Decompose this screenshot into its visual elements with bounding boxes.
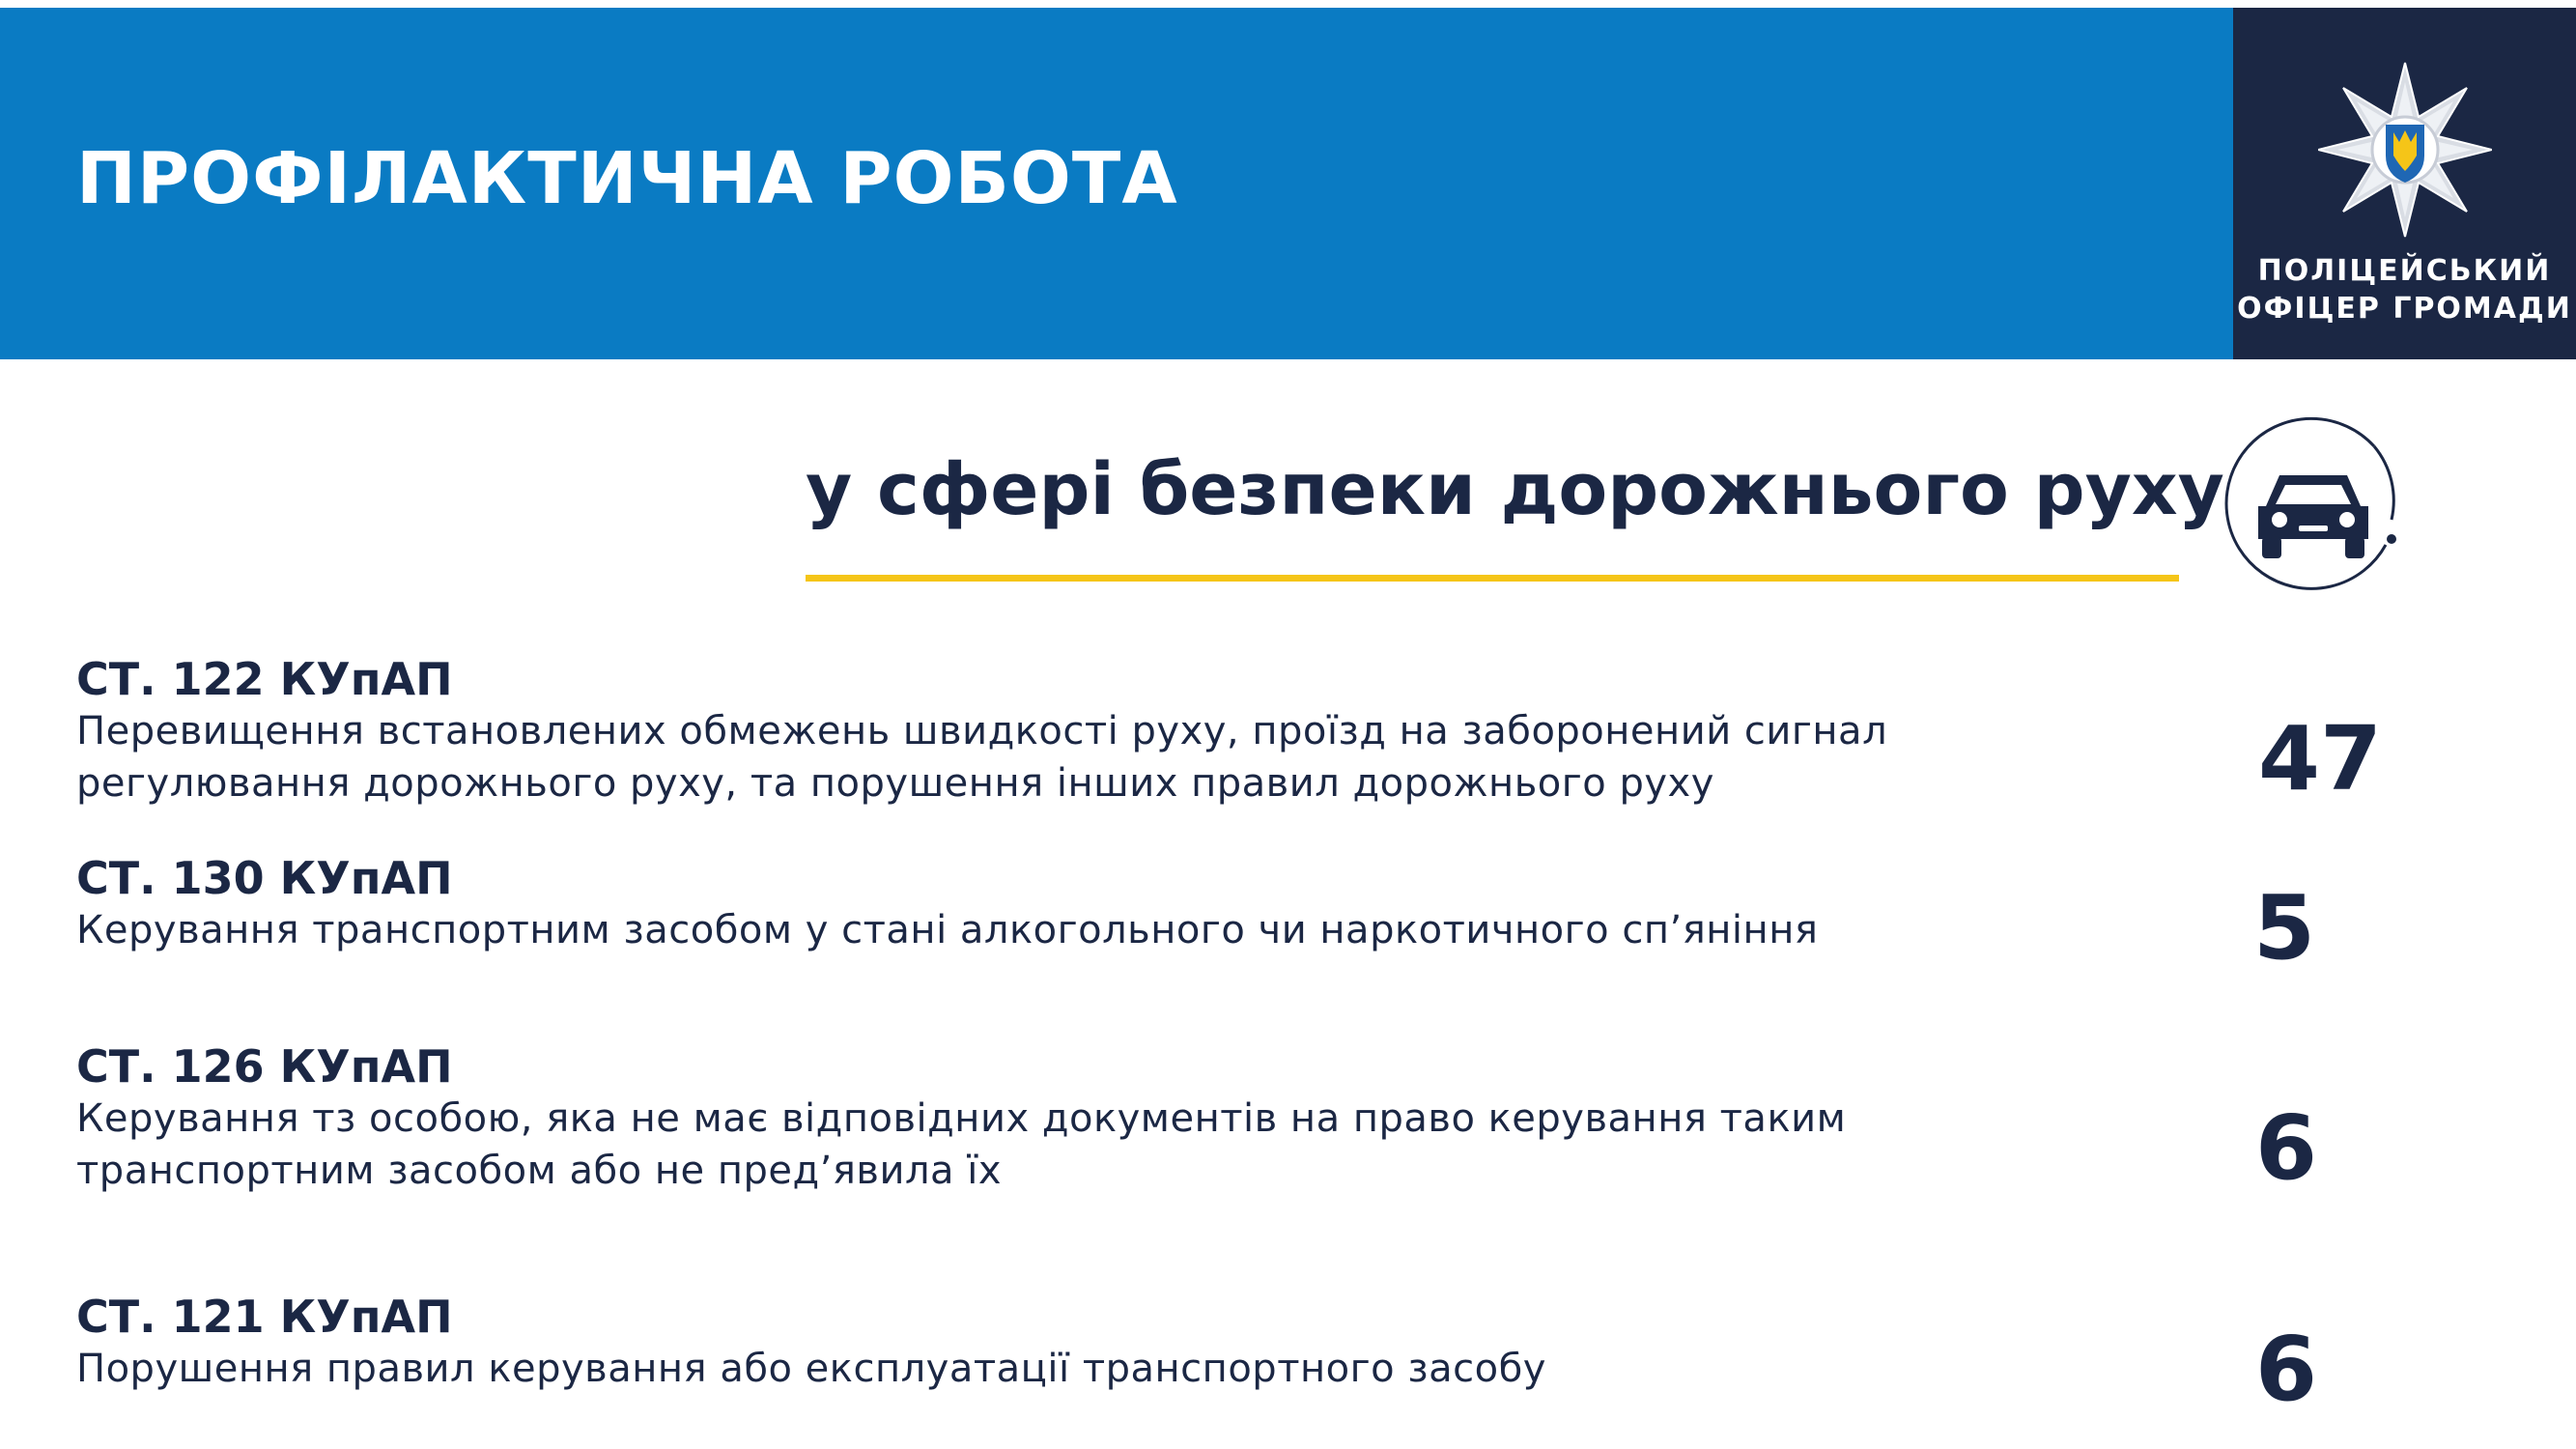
article-count: 6: [2255, 1318, 2318, 1421]
logo-text-line1: ПОЛІЦЕЙСЬКИЙ: [2257, 254, 2552, 288]
car-icon: [2212, 406, 2415, 609]
article-code: СТ. 121 КУпАП: [76, 1291, 453, 1343]
article-count: 47: [2258, 707, 2383, 810]
article-description: Керування транспортним засобом у стані алкогольного чи наркотичного сп’яніння: [76, 908, 1819, 952]
subtitle-underline: [806, 575, 2179, 582]
police-star-emblem-icon: [2318, 61, 2492, 240]
article-count: 5: [2253, 876, 2316, 980]
article-code: СТ. 130 КУпАП: [76, 852, 453, 904]
logo-panel: [2233, 8, 2576, 359]
article-description: Керування тз особою, яка не має відповідних документів на право керування таким транспортним засобом або не пред’явила їх: [76, 1096, 1847, 1193]
article-count: 6: [2255, 1096, 2318, 1200]
header-band: [0, 8, 2233, 359]
article-code: СТ. 122 КУпАП: [76, 653, 453, 705]
page-title: ПРОФІЛАКТИЧНА РОБОТА: [76, 137, 1178, 220]
article-description: Перевищення встановлених обмежень швидкості руху, проїзд на заборонений сигнал регулювання дорожнього руху, та порушення інших правил дорожнього руху: [76, 709, 1888, 806]
article-description: Порушення правил керування або експлуатації транспортного засобу: [76, 1347, 1546, 1391]
article-code: СТ. 126 КУпАП: [76, 1040, 453, 1093]
section-subtitle: у сфері безпеки дорожнього руху: [806, 448, 2224, 531]
logo-text-line2: ОФІЦЕР ГРОМАДИ: [2237, 292, 2572, 326]
